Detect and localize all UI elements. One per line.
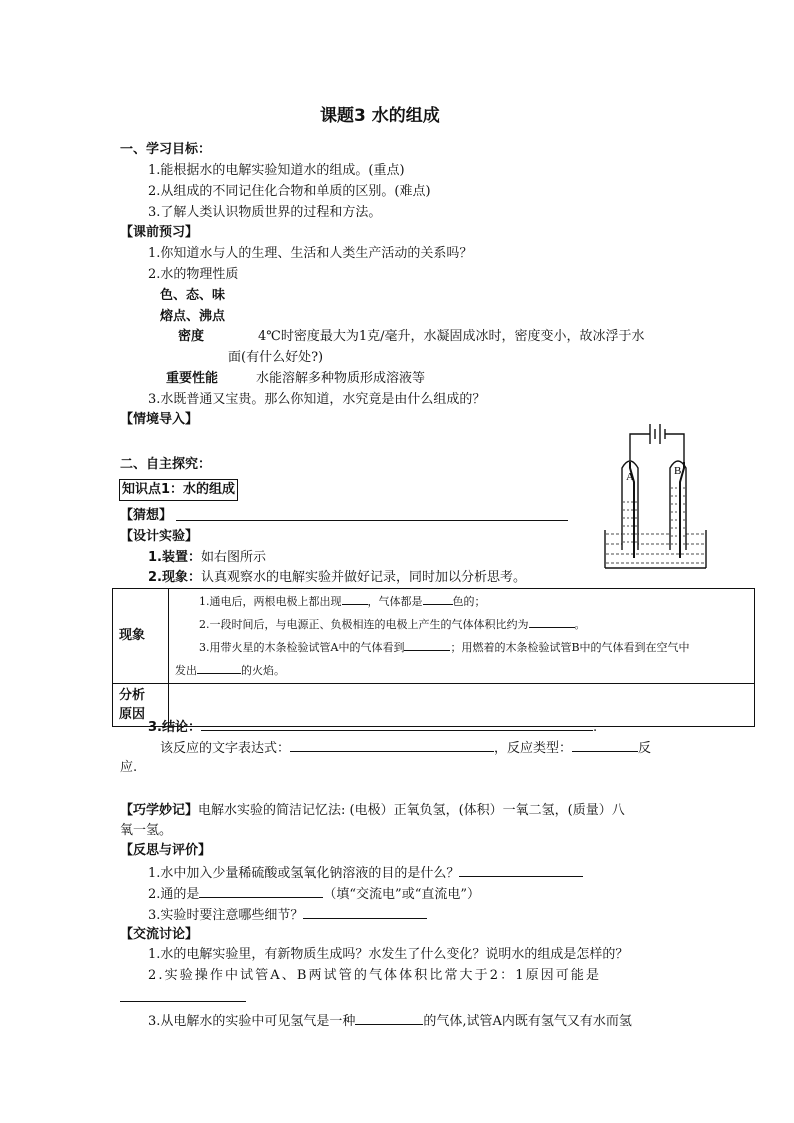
phen-line-1: 1.通电后，两根电极上都出现 ，气体都是 色的； xyxy=(199,590,748,613)
row-label-analysis: 分析 原因 xyxy=(113,684,169,727)
property-density-label: 密度 xyxy=(178,329,205,344)
reflect-q2: 2.通的是 （填“交流电”或“直流电”） xyxy=(148,883,480,905)
tip-line: 【巧学妙记】电解水实验的简洁记忆法: (电极）正氧负氢，(体积）一氧二氢，(质量）八 xyxy=(120,803,625,818)
preview-heading: 【课前预习】 xyxy=(120,225,199,240)
battery-icon xyxy=(650,424,665,444)
sec2-heading: 二、自主探究： xyxy=(120,457,212,472)
guess-blank[interactable] xyxy=(176,506,568,528)
goal-item: 2.从组成的不同记住化合物和单质的区别。(难点) xyxy=(148,184,431,199)
phen-line-3: 3.用带火星的木条检验试管A中的气体看到 ；用燃着的木条检验试管B中的气体看到在空气中 xyxy=(199,636,748,659)
tube-label-a: A xyxy=(626,471,634,483)
discuss-q2-blank[interactable] xyxy=(120,987,246,1009)
phen-line-4: 发出 的火焰。 xyxy=(175,659,748,682)
tip-cont: 氧一氢。 xyxy=(120,823,173,838)
sec1-heading: 一、学习目标： xyxy=(120,142,212,157)
water-surface xyxy=(606,534,705,563)
guess-heading: 【猜想】 xyxy=(120,508,173,523)
property-color: 色、态、味 xyxy=(160,288,226,303)
observation-table xyxy=(112,588,755,727)
phenomenon-line: 2.现象：认真观察水的电解实验并做好记录，同时加以分析思考。 xyxy=(148,570,526,585)
preview-q1: 1.你知道水与人的生理、生活和人类生产活动的关系吗？ xyxy=(148,246,473,261)
property-melting: 熔点、沸点 xyxy=(160,309,226,324)
preview-q3: 3.水既普通又宝贵。那么你知道，水究竟是由什么组成的？ xyxy=(148,392,486,407)
discuss-q1: 1.水的电解实验里，有新物质生成吗？水发生了什么变化？说明水的组成是怎样的？ xyxy=(148,947,629,962)
reflect-heading: 【反思与评价】 xyxy=(120,843,212,858)
device-line: 1.装置：如右图所示 xyxy=(148,550,266,565)
expression-line: 该反应的文字表达式： ，反应类型： 反 xyxy=(160,737,651,759)
row-label-phenomenon: 现象 xyxy=(113,589,169,684)
beaker xyxy=(605,530,706,568)
expression-wrap: 应. xyxy=(120,760,138,775)
page-title: 课题3 水的组成 xyxy=(320,106,440,126)
goal-item: 3.了解人类认识物质世界的过程和方法。 xyxy=(148,205,382,220)
phenomenon-cell xyxy=(169,589,755,684)
discuss-heading: 【交流讨论】 xyxy=(120,927,199,942)
goal-item: 1.能根据水的电解实验知道水的组成。(重点) xyxy=(148,163,405,178)
table-row xyxy=(113,589,755,684)
property-density-text: 4℃时密度最大为1克/毫升，水凝固成冰时，密度变小，故冰浮于水 xyxy=(258,329,645,344)
conclusion-line: 3.结论： . xyxy=(148,716,597,738)
property-density-cont: 面(有什么好处?) xyxy=(228,350,324,365)
property-important-label: 重要性能 xyxy=(166,371,219,386)
discuss-q2: 2.实验操作中试管A、B两试管的气体体积比常大于2：1原因可能是 xyxy=(148,968,602,983)
knowledge-point: 知识点1：水的组成 xyxy=(119,479,238,501)
design-heading: 【设计实验】 xyxy=(120,529,199,544)
tube-label-b: B xyxy=(674,465,682,477)
reflect-q3: 3.实验时要注意哪些细节？ xyxy=(148,904,427,926)
reflect-q1: 1.水中加入少量稀硫酸或氢氧化钠溶液的目的是什么？ xyxy=(148,862,583,884)
discuss-q3: 3.从电解水的实验中可见氢气是一种 的气体,试管A内既有氢气又有水而氢 xyxy=(148,1010,632,1032)
wire xyxy=(630,434,684,462)
intro-heading: 【情境导入】 xyxy=(120,412,199,427)
electrolysis-apparatus-figure xyxy=(604,422,708,572)
preview-q2: 2.水的物理性质 xyxy=(148,267,239,282)
property-important-text: 水能溶解多种物质形成溶液等 xyxy=(256,371,426,386)
phen-line-2: 2.一段时间后，与电源正、负极相连的电极上产生的气体体积比约为 。 xyxy=(199,613,748,636)
